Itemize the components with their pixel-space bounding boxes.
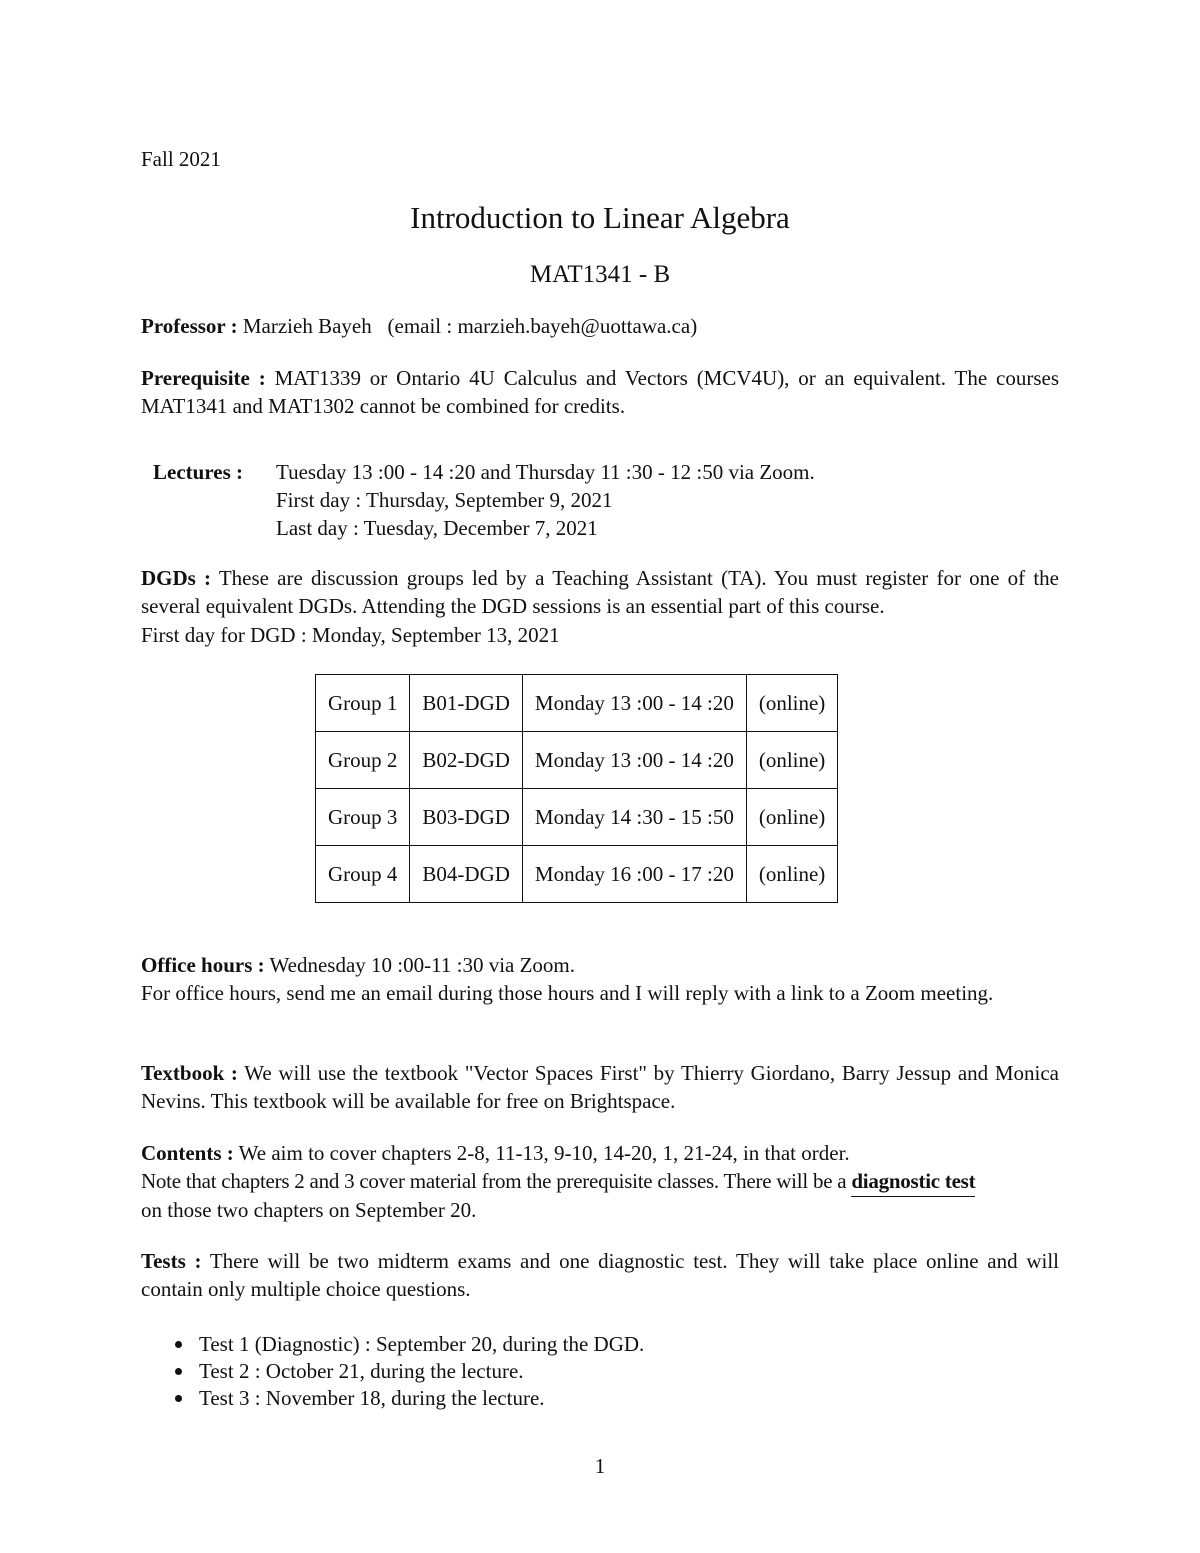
lectures-label: Lectures : — [153, 460, 243, 484]
dgd-time: Monday 13 :00 - 14 :20 — [522, 732, 746, 789]
dgd-time: Monday 16 :00 - 17 :20 — [522, 846, 746, 903]
semester-label: Fall 2021 — [141, 147, 221, 171]
dgds-text: These are discussion groups led by a Teaching Assistant (TA). You must register for one of the several equivalent DGDs. Attending the DGD sessions is an essential part of this course. — [141, 566, 1059, 618]
table-row — [316, 675, 838, 732]
table-row — [316, 789, 838, 846]
dgd-section: B01-DGD — [410, 675, 523, 732]
dgd-mode: (online) — [746, 732, 837, 789]
dgds-label: DGDs : — [141, 566, 212, 590]
office-hours-label: Office hours : — [141, 953, 265, 977]
dgd-time: Monday 14 :30 - 15 :50 — [522, 789, 746, 846]
dgd-section: B04-DGD — [410, 846, 523, 903]
contents-label: Contents : — [141, 1141, 234, 1165]
course-code: MAT1341 - B — [529, 261, 671, 288]
office-hours-line — [141, 951, 1059, 979]
office-hours-text: For office hours, send me an email during those hours and I will reply with a link to a Zoom meeting. — [141, 981, 994, 1005]
textbook-label: Textbook : — [141, 1061, 238, 1085]
contents-note-before: Note that chapters 2 and 3 cover material from the prerequisite classes. There will be a — [141, 1169, 847, 1193]
contents-text: We aim to cover chapters 2-8, 11-13, 9-10, 14-20, 1, 21-24, in that order. — [238, 1141, 850, 1165]
table-row — [316, 732, 838, 789]
contents-line — [141, 1139, 1059, 1167]
contents-note — [141, 1167, 1059, 1195]
course-title: Introduction to Linear Algebra — [410, 200, 790, 235]
dgd-group: Group 2 — [316, 732, 410, 789]
professor-name: Marzieh Bayeh — [242, 314, 372, 338]
professor-line — [141, 312, 1059, 340]
lectures-last-day: Last day : Tuesday, December 7, 2021 — [276, 516, 598, 540]
dgd-table — [315, 674, 838, 903]
textbook-text: We will use the textbook "Vector Spaces First" by Thierry Giordano, Barry Jessup and Monica Nevins. This textbook will be available for free on Brightspace. — [141, 1061, 1059, 1113]
list-item: Test 2 : October 21, during the lecture. — [175, 1357, 644, 1384]
bullet-icon — [175, 1395, 182, 1402]
tests-text: There will be two midterm exams and one diagnostic test. They will take place online and will contain only multiple choice questions. — [141, 1249, 1060, 1301]
dgd-mode: (online) — [746, 846, 837, 903]
dgd-group: Group 3 — [316, 789, 410, 846]
dgd-first-day: First day for DGD : Monday, September 13, 2021 — [141, 623, 560, 647]
tests-list — [175, 1330, 644, 1411]
bullet-icon — [175, 1368, 182, 1375]
office-hours-time: Wednesday 10 :00-11 :30 via Zoom. — [269, 953, 576, 977]
contents-note-after: on those two chapters on September 20. — [141, 1198, 477, 1222]
prerequisite-label: Prerequisite : — [141, 366, 266, 390]
textbook-paragraph — [141, 1059, 1059, 1115]
dgd-mode: (online) — [746, 675, 837, 732]
dgd-section: B03-DGD — [410, 789, 523, 846]
list-item: Test 1 (Diagnostic) : September 20, during the DGD. — [175, 1330, 644, 1357]
dgd-mode: (online) — [746, 789, 837, 846]
lectures-schedule: Tuesday 13 :00 - 14 :20 and Thursday 11 :30 - 12 :50 via Zoom. — [276, 460, 815, 484]
dgd-group: Group 1 — [316, 675, 410, 732]
dgd-section: B02-DGD — [410, 732, 523, 789]
diagnostic-test-term: diagnostic test — [851, 1169, 975, 1197]
list-item: Test 3 : November 18, during the lecture. — [175, 1384, 644, 1411]
dgd-group: Group 4 — [316, 846, 410, 903]
page-number: 1 — [594, 1454, 606, 1478]
prerequisite-text: MAT1339 or Ontario 4U Calculus and Vectors (MCV4U), or an equivalent. The courses MAT1341 and MAT1302 cannot be combined for credits. — [141, 366, 1060, 418]
prerequisite-paragraph — [141, 364, 1059, 420]
lectures-first-day: First day : Thursday, September 9, 2021 — [276, 488, 613, 512]
professor-label: Professor : — [141, 314, 238, 338]
bullet-icon — [175, 1341, 182, 1348]
table-row — [316, 846, 838, 903]
dgd-time: Monday 13 :00 - 14 :20 — [522, 675, 746, 732]
lectures-details — [276, 458, 815, 542]
professor-email: (email : marzieh.bayeh@uottawa.ca) — [387, 314, 698, 338]
tests-paragraph — [141, 1247, 1059, 1303]
tests-label: Tests : — [141, 1249, 202, 1273]
dgds-paragraph — [141, 564, 1059, 620]
